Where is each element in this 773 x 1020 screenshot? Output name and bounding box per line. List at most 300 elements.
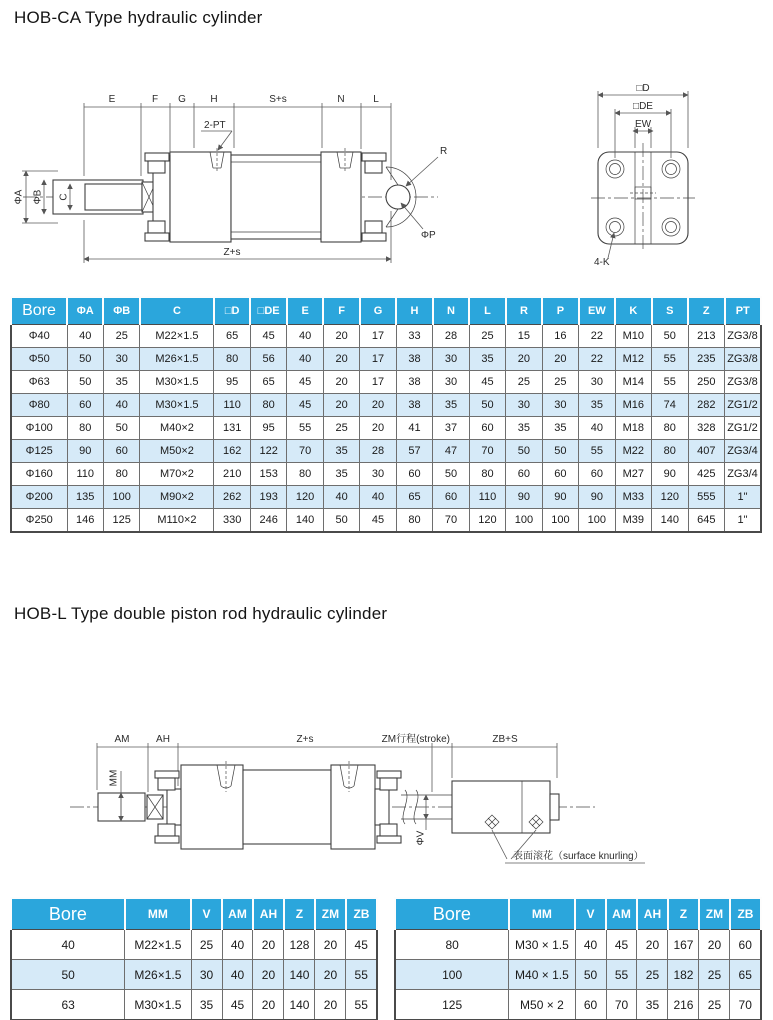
dim-label-zbs: ZB+S bbox=[492, 734, 518, 745]
bolt-count-label: 4-K bbox=[594, 257, 610, 268]
column-header: EW bbox=[579, 297, 615, 325]
table-cell: 30 bbox=[579, 371, 615, 394]
table-cell: 60 bbox=[542, 463, 578, 486]
table-cell: M26×1.5 bbox=[140, 348, 214, 371]
table-cell: 128 bbox=[284, 930, 315, 960]
overall-length-label: Z+s bbox=[223, 247, 241, 258]
table-cell: 65 bbox=[396, 486, 432, 509]
column-header: N bbox=[433, 297, 469, 325]
column-header: AM bbox=[606, 898, 637, 930]
table-cell: 35 bbox=[191, 990, 222, 1020]
table-cell: Φ50 bbox=[11, 348, 67, 371]
column-header: P bbox=[542, 297, 578, 325]
table-cell: 95 bbox=[250, 417, 286, 440]
table-cell: ZG3/4 bbox=[725, 463, 762, 486]
table-cell: 182 bbox=[668, 960, 699, 990]
rod-diameter-label: ΦV bbox=[415, 830, 427, 846]
table-cell: 60 bbox=[433, 486, 469, 509]
table-cell: 140 bbox=[287, 509, 323, 533]
table-cell: M10 bbox=[615, 325, 651, 348]
table-cell: 1" bbox=[725, 509, 762, 533]
table-cell: M40 × 1.5 bbox=[509, 960, 575, 990]
table-cell: 40 bbox=[287, 325, 323, 348]
table-cell: 120 bbox=[287, 486, 323, 509]
table-cell: 153 bbox=[250, 463, 286, 486]
table-cell: 90 bbox=[579, 486, 615, 509]
dim-label-h: H bbox=[210, 94, 218, 105]
table-cell: 140 bbox=[284, 960, 315, 990]
dim-label-l: L bbox=[373, 94, 379, 105]
table-cell: 20 bbox=[542, 348, 578, 371]
table-cell: 40 bbox=[222, 960, 253, 990]
table-cell: 35 bbox=[433, 394, 469, 417]
column-header: ΦB bbox=[103, 297, 139, 325]
table-cell: 25 bbox=[506, 371, 542, 394]
table-cell: 17 bbox=[360, 348, 396, 371]
dim-label-e: E bbox=[108, 94, 116, 105]
table-cell: 140 bbox=[652, 509, 688, 533]
hob-l-table-left bbox=[10, 897, 378, 1020]
table-cell: 250 bbox=[688, 371, 724, 394]
table-row bbox=[11, 325, 761, 348]
table-cell: 45 bbox=[606, 930, 637, 960]
table-cell: 45 bbox=[360, 509, 396, 533]
table-cell: 80 bbox=[103, 463, 139, 486]
column-header: Z bbox=[668, 898, 699, 930]
table-cell: 41 bbox=[396, 417, 432, 440]
hob-ca-spec-table bbox=[10, 296, 762, 533]
table-row bbox=[11, 463, 761, 486]
table-cell: 56 bbox=[250, 348, 286, 371]
table-cell: 30 bbox=[506, 394, 542, 417]
table-cell: 22 bbox=[579, 348, 615, 371]
dim-label-am: AM bbox=[114, 734, 130, 745]
knurling-label: 表面滚花（surface knurling） bbox=[513, 851, 644, 862]
pin-callout-label: ΦP bbox=[421, 230, 436, 241]
table-row bbox=[395, 990, 761, 1020]
table-row bbox=[11, 960, 377, 990]
table-cell: 35 bbox=[506, 417, 542, 440]
table-cell: 38 bbox=[396, 394, 432, 417]
dim-label-n: N bbox=[337, 94, 345, 105]
dim-label-ss: S+s bbox=[269, 94, 287, 105]
table-cell: M30 × 1.5 bbox=[509, 930, 575, 960]
table-cell: 40 bbox=[222, 930, 253, 960]
table-cell: 80 bbox=[652, 417, 688, 440]
table-cell: 80 bbox=[287, 463, 323, 486]
table-cell: 282 bbox=[688, 394, 724, 417]
table-cell: 50 bbox=[323, 509, 359, 533]
table-row bbox=[11, 371, 761, 394]
column-header: V bbox=[191, 898, 222, 930]
column-header: Bore bbox=[11, 297, 67, 325]
table-cell: 20 bbox=[360, 394, 396, 417]
hob-ca-side-view-drawing bbox=[8, 80, 463, 270]
table-cell: 70 bbox=[433, 509, 469, 533]
table-cell: 25 bbox=[699, 990, 730, 1020]
table-cell: 33 bbox=[396, 325, 432, 348]
table-cell: 40 bbox=[287, 348, 323, 371]
table-cell: 25 bbox=[699, 960, 730, 990]
table-row bbox=[11, 486, 761, 509]
table-cell: M50×2 bbox=[140, 440, 214, 463]
table-cell: Φ125 bbox=[11, 440, 67, 463]
table-cell: 100 bbox=[395, 960, 509, 990]
table-cell: 60 bbox=[575, 990, 606, 1020]
dim-label-f: F bbox=[151, 94, 159, 105]
table-cell: 45 bbox=[287, 371, 323, 394]
table-cell: 35 bbox=[469, 348, 505, 371]
table-cell: 20 bbox=[360, 417, 396, 440]
end-dim-outer: □D bbox=[636, 83, 650, 94]
hob-l-drawing bbox=[55, 726, 655, 878]
column-header: AH bbox=[253, 898, 284, 930]
table-cell: 63 bbox=[11, 990, 125, 1020]
table-cell: M22 bbox=[615, 440, 651, 463]
table-cell: Φ200 bbox=[11, 486, 67, 509]
table-cell: 25 bbox=[323, 417, 359, 440]
table-cell: 20 bbox=[506, 348, 542, 371]
table-cell: 20 bbox=[253, 960, 284, 990]
table-cell: M110×2 bbox=[140, 509, 214, 533]
table-cell: 40 bbox=[11, 930, 125, 960]
table-cell: M39 bbox=[615, 509, 651, 533]
table-cell: 57 bbox=[396, 440, 432, 463]
table-cell: M26×1.5 bbox=[125, 960, 191, 990]
table-cell: ZG1/2 bbox=[725, 394, 762, 417]
table-cell: M18 bbox=[615, 417, 651, 440]
table-cell: 90 bbox=[542, 486, 578, 509]
table-cell: 20 bbox=[315, 930, 346, 960]
table-row bbox=[11, 509, 761, 533]
table-cell: M16 bbox=[615, 394, 651, 417]
table-cell: 50 bbox=[542, 440, 578, 463]
rod-thread-label: MM bbox=[108, 769, 120, 787]
table-cell: Φ40 bbox=[11, 325, 67, 348]
end-dim-bolt-square: □DE bbox=[633, 101, 653, 112]
table-cell: 35 bbox=[323, 440, 359, 463]
table-cell: 50 bbox=[506, 440, 542, 463]
table-cell: 122 bbox=[250, 440, 286, 463]
column-header: AM bbox=[222, 898, 253, 930]
table-row bbox=[11, 990, 377, 1020]
column-header: Z bbox=[688, 297, 724, 325]
table-cell: 60 bbox=[67, 394, 103, 417]
table-cell: 20 bbox=[315, 990, 346, 1020]
table-cell: 35 bbox=[579, 394, 615, 417]
table-cell: 146 bbox=[67, 509, 103, 533]
table-cell: 40 bbox=[360, 486, 396, 509]
table-cell: 60 bbox=[506, 463, 542, 486]
table-cell: 80 bbox=[469, 463, 505, 486]
table-cell: 38 bbox=[396, 348, 432, 371]
section-title-hob-l: HOB-L Type double piston rod hydraulic cylinder bbox=[14, 604, 388, 623]
rod-dim-label-a: ΦA bbox=[13, 189, 25, 205]
column-header: S bbox=[652, 297, 688, 325]
table-cell: 100 bbox=[103, 486, 139, 509]
table-cell: 80 bbox=[652, 440, 688, 463]
column-header: L bbox=[469, 297, 505, 325]
column-header: R bbox=[506, 297, 542, 325]
hob-ca-end-view-drawing bbox=[588, 73, 763, 278]
table-row bbox=[11, 930, 377, 960]
table-cell: M30×1.5 bbox=[140, 394, 214, 417]
table-cell: 162 bbox=[214, 440, 250, 463]
table-cell: 70 bbox=[287, 440, 323, 463]
table-cell: 35 bbox=[542, 417, 578, 440]
table-cell: 50 bbox=[469, 394, 505, 417]
table-cell: 35 bbox=[103, 371, 139, 394]
column-header: G bbox=[360, 297, 396, 325]
column-header: C bbox=[140, 297, 214, 325]
table-cell: 55 bbox=[579, 440, 615, 463]
table-cell: 55 bbox=[346, 960, 377, 990]
table-cell: 22 bbox=[579, 325, 615, 348]
table-cell: 193 bbox=[250, 486, 286, 509]
table-cell: 45 bbox=[222, 990, 253, 1020]
hob-l-table-left-wrap bbox=[10, 897, 378, 1020]
table-cell: 17 bbox=[360, 325, 396, 348]
table-cell: M90×2 bbox=[140, 486, 214, 509]
table-cell: 30 bbox=[542, 394, 578, 417]
table-cell: 16 bbox=[542, 325, 578, 348]
table-cell: 100 bbox=[542, 509, 578, 533]
table-cell: 60 bbox=[469, 417, 505, 440]
table-cell: 135 bbox=[67, 486, 103, 509]
table-cell: 80 bbox=[250, 394, 286, 417]
table-cell: ZG3/8 bbox=[725, 371, 762, 394]
table-cell: Φ250 bbox=[11, 509, 67, 533]
table-cell: 246 bbox=[250, 509, 286, 533]
table-cell: M50 × 2 bbox=[509, 990, 575, 1020]
dim-label-zs: Z+s bbox=[296, 734, 314, 745]
column-header: Bore bbox=[395, 898, 509, 930]
table-cell: 20 bbox=[253, 990, 284, 1020]
column-header: ZB bbox=[346, 898, 377, 930]
table-cell: 45 bbox=[250, 325, 286, 348]
column-header: ZM bbox=[699, 898, 730, 930]
table-cell: M30×1.5 bbox=[125, 990, 191, 1020]
table-cell: M30×1.5 bbox=[140, 371, 214, 394]
table-cell: 30 bbox=[103, 348, 139, 371]
table-cell: 55 bbox=[652, 348, 688, 371]
table-cell: 60 bbox=[579, 463, 615, 486]
table-cell: 80 bbox=[67, 417, 103, 440]
table-cell: 35 bbox=[637, 990, 668, 1020]
table-cell: 60 bbox=[730, 930, 761, 960]
table-cell: 20 bbox=[637, 930, 668, 960]
table-cell: 28 bbox=[433, 325, 469, 348]
table-cell: ZG3/8 bbox=[725, 325, 762, 348]
table-cell: 45 bbox=[346, 930, 377, 960]
hob-ca-spec-table-wrap bbox=[10, 296, 762, 533]
table-cell: 50 bbox=[652, 325, 688, 348]
table-cell: 40 bbox=[323, 486, 359, 509]
table-cell: 50 bbox=[575, 960, 606, 990]
table-cell: 645 bbox=[688, 509, 724, 533]
table-cell: 65 bbox=[730, 960, 761, 990]
hob-l-table-right-wrap bbox=[394, 897, 762, 1020]
table-cell: 30 bbox=[360, 463, 396, 486]
column-header: V bbox=[575, 898, 606, 930]
table-cell: 100 bbox=[579, 509, 615, 533]
column-header: MM bbox=[125, 898, 191, 930]
table-cell: 80 bbox=[396, 509, 432, 533]
column-header: □DE bbox=[250, 297, 286, 325]
table-cell: Φ63 bbox=[11, 371, 67, 394]
table-cell: 90 bbox=[67, 440, 103, 463]
table-cell: M12 bbox=[615, 348, 651, 371]
table-cell: 50 bbox=[67, 371, 103, 394]
table-cell: 40 bbox=[575, 930, 606, 960]
dim-label-g: G bbox=[178, 94, 186, 105]
column-header: H bbox=[396, 297, 432, 325]
table-cell: 28 bbox=[360, 440, 396, 463]
table-cell: 100 bbox=[506, 509, 542, 533]
table-cell: 65 bbox=[214, 325, 250, 348]
table-cell: 167 bbox=[668, 930, 699, 960]
table-cell: 25 bbox=[469, 325, 505, 348]
rod-dim-label-c: C bbox=[58, 193, 70, 201]
table-cell: M27 bbox=[615, 463, 651, 486]
table-cell: 55 bbox=[346, 990, 377, 1020]
table-cell: 125 bbox=[103, 509, 139, 533]
column-header: Z bbox=[284, 898, 315, 930]
table-cell: 55 bbox=[652, 371, 688, 394]
table-cell: 210 bbox=[214, 463, 250, 486]
table-cell: M70×2 bbox=[140, 463, 214, 486]
table-cell: 120 bbox=[469, 509, 505, 533]
table-cell: M22×1.5 bbox=[140, 325, 214, 348]
table-cell: 50 bbox=[103, 417, 139, 440]
table-cell: 55 bbox=[606, 960, 637, 990]
column-header: ZB bbox=[730, 898, 761, 930]
table-cell: Φ160 bbox=[11, 463, 67, 486]
table-cell: 55 bbox=[287, 417, 323, 440]
table-cell: 25 bbox=[542, 371, 578, 394]
table-cell: 60 bbox=[396, 463, 432, 486]
table-cell: 330 bbox=[214, 509, 250, 533]
table-cell: 20 bbox=[315, 960, 346, 990]
column-header: ZM bbox=[315, 898, 346, 930]
table-cell: M22×1.5 bbox=[125, 930, 191, 960]
table-cell: ZG3/8 bbox=[725, 348, 762, 371]
column-header: F bbox=[323, 297, 359, 325]
table-row bbox=[395, 960, 761, 990]
table-cell: 40 bbox=[103, 394, 139, 417]
table-cell: 50 bbox=[67, 348, 103, 371]
table-cell: 328 bbox=[688, 417, 724, 440]
table-cell: ZG3/4 bbox=[725, 440, 762, 463]
port-callout-label: 2-PT bbox=[204, 120, 226, 131]
dim-label-ah: AH bbox=[156, 734, 170, 745]
column-header: AH bbox=[637, 898, 668, 930]
table-cell: 20 bbox=[323, 394, 359, 417]
column-header: PT bbox=[725, 297, 762, 325]
table-cell: 20 bbox=[699, 930, 730, 960]
table-cell: 17 bbox=[360, 371, 396, 394]
table-cell: 90 bbox=[652, 463, 688, 486]
hob-l-table-right bbox=[394, 897, 762, 1020]
table-cell: 50 bbox=[433, 463, 469, 486]
table-row bbox=[11, 394, 761, 417]
dim-label-zm-stroke: ZM行程(stroke) bbox=[381, 734, 450, 745]
table-cell: Φ80 bbox=[11, 394, 67, 417]
table-cell: 25 bbox=[103, 325, 139, 348]
column-header: MM bbox=[509, 898, 575, 930]
table-row bbox=[11, 417, 761, 440]
table-cell: 35 bbox=[323, 463, 359, 486]
table-cell: 125 bbox=[395, 990, 509, 1020]
table-cell: 37 bbox=[433, 417, 469, 440]
table-cell: 425 bbox=[688, 463, 724, 486]
table-cell: 120 bbox=[652, 486, 688, 509]
table-cell: 74 bbox=[652, 394, 688, 417]
column-header: K bbox=[615, 297, 651, 325]
table-row bbox=[395, 930, 761, 960]
table-cell: 25 bbox=[637, 960, 668, 990]
table-cell: 20 bbox=[323, 348, 359, 371]
table-cell: 131 bbox=[214, 417, 250, 440]
table-cell: 40 bbox=[67, 325, 103, 348]
table-cell: 25 bbox=[191, 930, 222, 960]
table-cell: 30 bbox=[433, 371, 469, 394]
table-cell: M14 bbox=[615, 371, 651, 394]
column-header: Bore bbox=[11, 898, 125, 930]
table-row bbox=[11, 348, 761, 371]
table-cell: 20 bbox=[323, 371, 359, 394]
table-cell: 110 bbox=[469, 486, 505, 509]
table-cell: 407 bbox=[688, 440, 724, 463]
end-dim-slot: EW bbox=[634, 119, 652, 130]
rod-dim-label-b: ΦB bbox=[32, 189, 44, 205]
table-cell: 140 bbox=[284, 990, 315, 1020]
table-row bbox=[11, 440, 761, 463]
table-cell: 110 bbox=[67, 463, 103, 486]
table-cell: 95 bbox=[214, 371, 250, 394]
table-cell: 47 bbox=[433, 440, 469, 463]
table-cell: 235 bbox=[688, 348, 724, 371]
table-cell: 262 bbox=[214, 486, 250, 509]
table-cell: 80 bbox=[214, 348, 250, 371]
column-header: E bbox=[287, 297, 323, 325]
table-cell: 20 bbox=[323, 325, 359, 348]
section-title-hob-ca: HOB-CA Type hydraulic cylinder bbox=[14, 8, 263, 27]
table-cell: 40 bbox=[579, 417, 615, 440]
table-cell: 1" bbox=[725, 486, 762, 509]
table-cell: 45 bbox=[287, 394, 323, 417]
table-cell: ZG1/2 bbox=[725, 417, 762, 440]
table-cell: 70 bbox=[469, 440, 505, 463]
table-cell: 45 bbox=[469, 371, 505, 394]
table-cell: 110 bbox=[214, 394, 250, 417]
table-cell: 70 bbox=[606, 990, 637, 1020]
table-cell: 216 bbox=[668, 990, 699, 1020]
column-header: ΦA bbox=[67, 297, 103, 325]
table-cell: Φ100 bbox=[11, 417, 67, 440]
table-cell: 70 bbox=[730, 990, 761, 1020]
table-cell: 60 bbox=[103, 440, 139, 463]
table-cell: 20 bbox=[253, 930, 284, 960]
table-cell: 38 bbox=[396, 371, 432, 394]
column-header: □D bbox=[214, 297, 250, 325]
table-cell: 65 bbox=[250, 371, 286, 394]
table-cell: 15 bbox=[506, 325, 542, 348]
table-cell: 80 bbox=[395, 930, 509, 960]
table-cell: M33 bbox=[615, 486, 651, 509]
table-cell: 50 bbox=[11, 960, 125, 990]
table-cell: 90 bbox=[506, 486, 542, 509]
